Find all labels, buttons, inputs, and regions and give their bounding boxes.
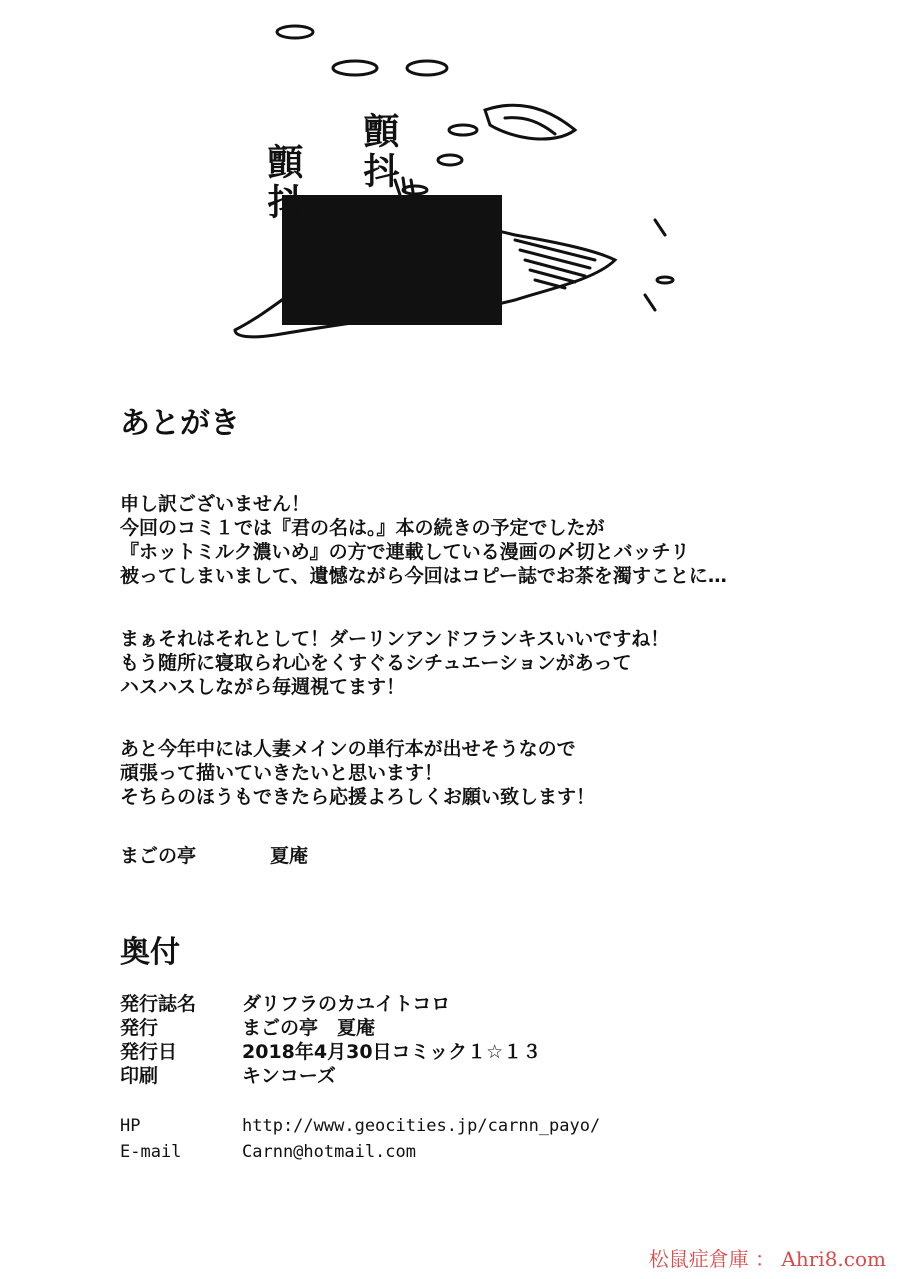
- sweat-drop: [277, 26, 313, 38]
- colophon-heading: 奥付: [120, 935, 180, 970]
- text-line: そちらのほうもできたら応援よろしくお願い致します！: [120, 786, 596, 808]
- text-line: 申し訳ございません！: [120, 493, 311, 515]
- text-line: 今回のコミ１では『君の名は。』本の続きの予定でしたが: [120, 517, 605, 539]
- sweat-drop: [657, 277, 673, 283]
- colophon-label: 発行日: [120, 1041, 178, 1063]
- contact-row: [120, 1139, 600, 1165]
- afterword-heading: あとがき: [120, 406, 240, 441]
- colophon-value: ダリフラのカユイトコロ: [242, 993, 451, 1015]
- signature: [120, 844, 308, 868]
- hair-strand: [485, 105, 575, 139]
- text-line: 頑張って描いていきたいと思います！: [120, 762, 444, 784]
- contact-info: [120, 1113, 600, 1165]
- colophon-label: 発行: [120, 1017, 159, 1039]
- contact-label: E-mail: [120, 1142, 182, 1162]
- sfx-text: 顫抖: [262, 143, 303, 223]
- colophon-value: まごの亭 夏庵: [242, 1017, 376, 1039]
- afterword-paragraph: [120, 627, 669, 699]
- afterword-paragraph: [120, 492, 727, 588]
- homepage-url: http://www.geocities.jp/carnn_payo/: [242, 1116, 601, 1136]
- colophon-label: 発行誌名: [120, 993, 197, 1015]
- sfx-text: 顫抖: [358, 112, 399, 192]
- hair-strand: [505, 118, 555, 134]
- sweat-drop: [333, 61, 377, 75]
- author-name: 夏庵: [270, 845, 309, 867]
- colophon-label: 印刷: [120, 1065, 159, 1087]
- colophon-value: キンコーズ: [242, 1065, 336, 1087]
- sweat-drop: [438, 155, 462, 165]
- colophon-row: [120, 1016, 541, 1040]
- text-line: 被ってしまいまして、遺憾ながら今回はコピー誌でお茶を濁すことに…: [120, 565, 727, 587]
- email-address: Carnn@hotmail.com: [242, 1142, 416, 1162]
- colophon-row: [120, 992, 541, 1016]
- text-line: あと今年中には人妻メインの単行本が出せそうなので: [120, 738, 576, 760]
- shading: [515, 240, 595, 288]
- text-line: ハスハスしながら毎週視てます！: [120, 676, 406, 698]
- sweat-drop: [407, 61, 447, 75]
- motion-line: [645, 220, 665, 310]
- colophon-row: [120, 1040, 541, 1064]
- sweat-drop: [449, 125, 477, 135]
- sweat-drop: [403, 186, 427, 194]
- colophon-row: [120, 1064, 541, 1088]
- afterword-paragraph: [120, 737, 595, 809]
- censor-bar: [282, 195, 502, 325]
- contact-row: [120, 1113, 600, 1139]
- colophon-table: [120, 992, 541, 1088]
- text-line: まぁそれはそれとして！ダーリンアンドフランキスいいですね！: [120, 628, 670, 650]
- text-line: もう随所に寝取られ心をくすぐるシチュエーションがあって: [120, 652, 632, 674]
- watermark-text: 松鼠症倉庫 ： Ahri8.com: [648, 1247, 886, 1271]
- colophon-value: 2018年4月30日コミック１☆１３: [242, 1041, 542, 1063]
- circle-name: まごの亭: [120, 845, 197, 867]
- contact-label: HP: [120, 1116, 141, 1136]
- text-line: 『ホットミルク濃いめ』の方で連載している漫画の〆切とバッチリ: [120, 541, 690, 563]
